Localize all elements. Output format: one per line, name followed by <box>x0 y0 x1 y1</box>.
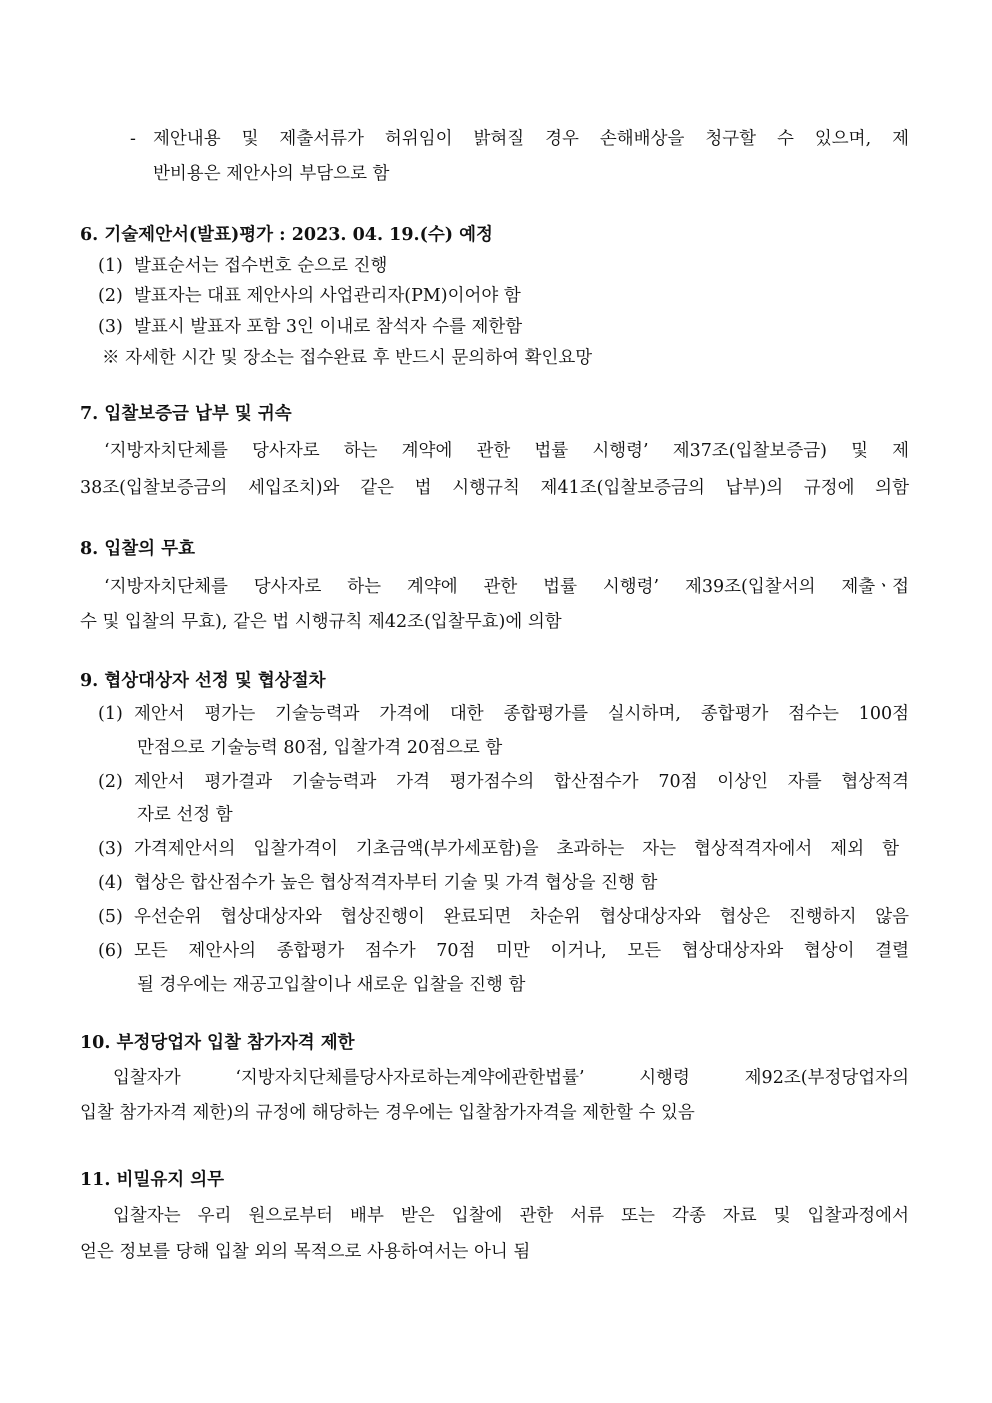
section-9-item-6 <box>0 936 992 966</box>
section-8-heading-line <box>0 534 992 564</box>
section-7-line-2 <box>0 473 992 503</box>
item-text: 모든 제안사의 종합평가 점수가 70점 미만 이거나, 모든 협상대상자와 협상이 결렬 <box>134 941 909 961</box>
section-6-heading-line <box>0 220 992 250</box>
section-9-item-6-cont <box>0 970 992 1000</box>
item-text: 우선순위 협상대상자와 협상진행이 완료되면 차순위 협상대상자와 협상은 진행하지 않음 <box>134 907 909 927</box>
item-text: 발표자는 대표 제안사의 사업관리자(PM)이어야 함 <box>134 286 521 306</box>
item-number: (2) <box>98 286 123 306</box>
item-number: (3) <box>98 317 123 337</box>
section-10-text-1: 입찰자가 ‘지방자치단체를당사자로하는계약에관한법률’ 시행령 제92조(부정당업자의 <box>113 1068 909 1088</box>
section-9-item-2 <box>0 767 992 797</box>
item-number: (2) <box>98 772 123 792</box>
item-text: 가격제안서의 입찰가격이 기초금액(부가세포함)을 초과하는 자는 협상적격자에서 제외 함 <box>134 839 899 859</box>
item-number: (6) <box>98 941 123 961</box>
section-7-line-1 <box>0 436 992 466</box>
section-7-heading: 7. 입찰보증금 납부 및 귀속 <box>80 404 292 424</box>
section-6-heading: 6. 기술제안서(발표)평가 : 2023. 04. 19.(수) 예정 <box>80 225 493 245</box>
section-9-heading: 9. 협상대상자 선정 및 협상절차 <box>80 671 326 691</box>
item-number: (3) <box>98 839 123 859</box>
section-11-line-1 <box>0 1201 992 1231</box>
section-11-heading-line <box>0 1165 992 1195</box>
section-9-item-5 <box>0 902 992 932</box>
note-text: ※ 자세한 시간 및 장소는 접수완료 후 반드시 문의하여 확인요망 <box>102 348 593 368</box>
item-text: 제안서 평가는 기술능력과 가격에 대한 종합평가를 실시하며, 종합평가 점수는 100점 <box>134 704 909 724</box>
section-6-item-3 <box>0 312 992 342</box>
intro-line-2 <box>0 159 992 189</box>
section-9-heading-line <box>0 666 992 696</box>
section-10-text-2: 입찰 참가자격 제한)의 규정에 해당하는 경우에는 입찰참가자격을 제한할 수 있음 <box>80 1103 695 1123</box>
section-8-line-1 <box>0 572 992 602</box>
section-8-heading: 8. 입찰의 무효 <box>80 539 195 559</box>
item-text: 협상은 합산점수가 높은 협상적격자부터 기술 및 가격 협상을 진행 함 <box>134 873 658 893</box>
item-text: 발표순서는 접수번호 순으로 진행 <box>134 256 388 276</box>
item-number: (1) <box>98 704 123 724</box>
section-8-line-2 <box>0 607 992 637</box>
section-11-heading: 11. 비밀유지 의무 <box>80 1170 225 1190</box>
section-9-item-1 <box>0 699 992 729</box>
item-number: (4) <box>98 873 123 893</box>
section-9-item-1-cont <box>0 733 992 763</box>
item-number: (1) <box>98 256 123 276</box>
section-9-item-4 <box>0 868 992 898</box>
section-9-item-2-cont <box>0 800 992 830</box>
section-11-text-1: 입찰자는 우리 원으로부터 배부 받은 입찰에 관한 서류 또는 각종 자료 및 입찰과정에서 <box>113 1206 909 1226</box>
section-11-line-2 <box>0 1237 992 1267</box>
section-8-text-2: 수 및 입찰의 무효), 같은 법 시행규칙 제42조(입찰무효)에 의함 <box>80 612 562 632</box>
section-10-heading-line <box>0 1028 992 1058</box>
section-7-text-1: ‘지방자치단체를 당사자로 하는 계약에 관한 법률 시행령’ 제37조(입찰보증금) 및 제 <box>104 441 909 461</box>
intro-text-2: 반비용은 제안사의 부담으로 함 <box>153 164 390 184</box>
section-10-heading: 10. 부정당업자 입찰 참가자격 제한 <box>80 1033 355 1053</box>
item-text: 발표시 발표자 포함 3인 이내로 참석자 수를 제한함 <box>134 317 523 337</box>
item-text-cont: 될 경우에는 재공고입찰이나 새로운 입찰을 진행 함 <box>137 975 526 995</box>
section-6-item-1 <box>0 251 992 281</box>
intro-text-1: 제안내용 및 제출서류가 허위임이 밝혀질 경우 손해배상을 청구할 수 있으며, 제 <box>153 129 909 149</box>
section-11-text-2: 얻은 정보를 당해 입찰 외의 목적으로 사용하여서는 아니 됨 <box>80 1242 531 1262</box>
intro-line-1 <box>0 124 992 154</box>
section-10-line-2 <box>0 1098 992 1128</box>
item-number: (5) <box>98 907 123 927</box>
dash-bullet: - <box>130 129 136 149</box>
section-6-note <box>0 343 992 373</box>
item-text: 제안서 평가결과 기술능력과 가격 평가점수의 합산점수가 70점 이상인 자를 협상적격 <box>134 772 909 792</box>
item-text-cont: 자로 선정 함 <box>137 805 233 825</box>
item-text-cont: 만점으로 기술능력 80점, 입찰가격 20점으로 함 <box>137 738 503 758</box>
section-6-item-2 <box>0 281 992 311</box>
section-9-item-3 <box>0 834 992 864</box>
section-7-text-2: 38조(입찰보증금의 세입조치)와 같은 법 시행규칙 제41조(입찰보증금의 납부)의 규정에 의함 <box>80 478 909 498</box>
section-7-heading-line <box>0 399 992 429</box>
section-8-text-1: ‘지방자치단체를 당사자로 하는 계약에 관한 법률 시행령’ 제39조(입찰서의 제출ㆍ접 <box>104 577 909 597</box>
section-10-line-1 <box>0 1063 992 1093</box>
